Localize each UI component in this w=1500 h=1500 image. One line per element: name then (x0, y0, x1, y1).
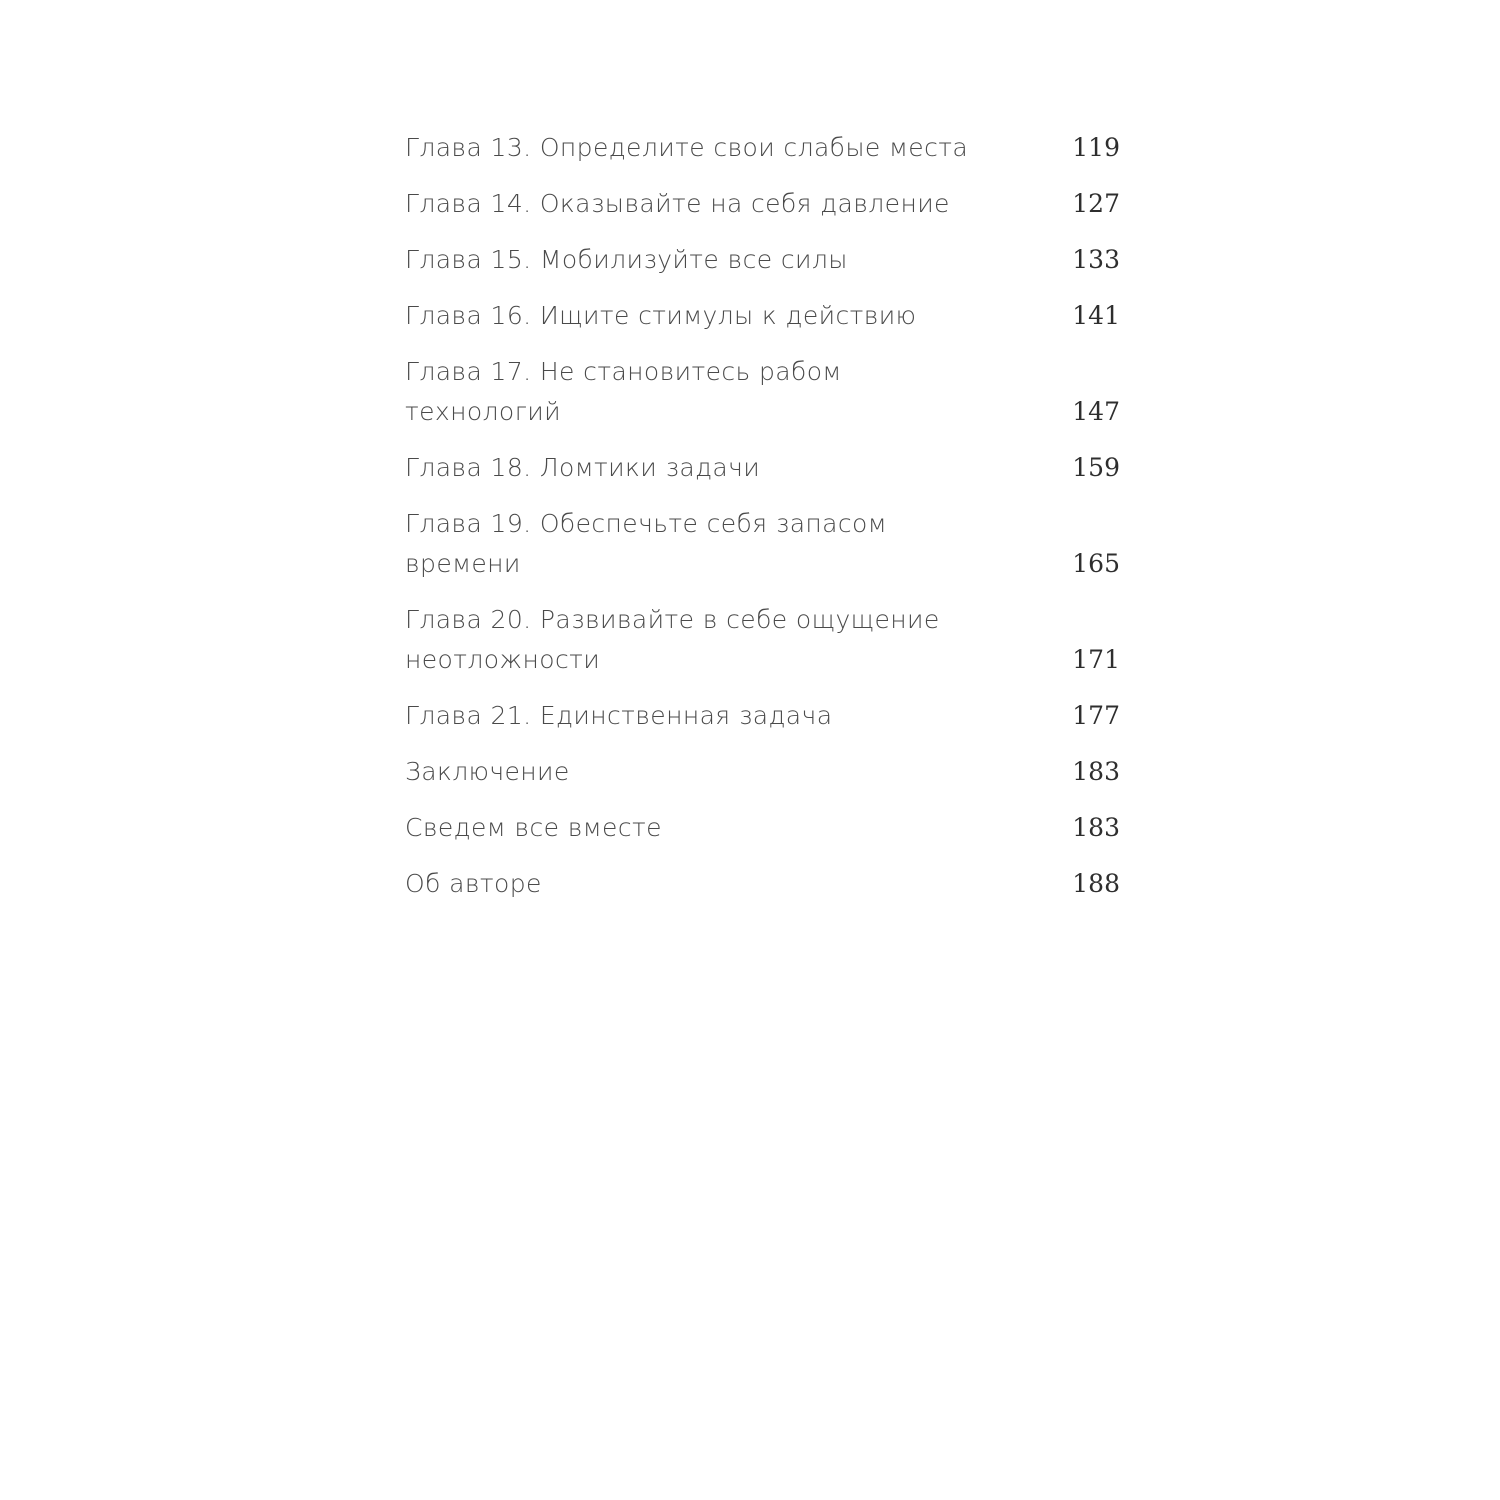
toc-entry-page-number: 165 (1072, 549, 1120, 578)
toc-entry-chapter-19 (405, 504, 1120, 584)
toc-entry-chapter-18 (405, 448, 1120, 488)
toc-entry-chapter-13 (405, 128, 1120, 168)
toc-entry-title: Об авторе (405, 869, 542, 898)
toc-entry-page-number: 141 (1072, 301, 1120, 330)
toc-entry-chapter-14 (405, 184, 1120, 224)
toc-entry-page-number: 188 (1072, 869, 1120, 898)
toc-entry-title: Глава 20. Развивайте в себе ощущение неотложности (405, 605, 940, 674)
toc-entry-page-number: 171 (1072, 645, 1120, 674)
toc-entry-title: Глава 13. Определите свои слабые места (405, 133, 969, 162)
toc-entry-title: Глава 19. Обеспечьте себя запасом времени (405, 509, 887, 578)
toc-entry-page-number: 183 (1072, 813, 1120, 842)
toc-entry-title: Глава 14. Оказывайте на себя давление (405, 189, 950, 218)
toc-entry-title: Глава 18. Ломтики задачи (405, 453, 761, 482)
toc-entry-page-number: 127 (1072, 189, 1120, 218)
toc-entry-chapter-21 (405, 696, 1120, 736)
toc-entry-page-number: 119 (1072, 133, 1120, 162)
toc-entry-page-number: 177 (1072, 701, 1120, 730)
toc-entry-about-author (405, 864, 1120, 904)
table-of-contents (405, 128, 1120, 920)
toc-entry-title: Сведем все вместе (405, 813, 662, 842)
toc-entry-chapter-16 (405, 296, 1120, 336)
toc-entry-title: Глава 17. Не становитесь рабом технологий (405, 357, 842, 426)
toc-entry-title: Глава 21. Единственная задача (405, 701, 833, 730)
toc-entry-chapter-17 (405, 352, 1120, 432)
toc-entry-page-number: 133 (1072, 245, 1120, 274)
toc-entry-title: Заключение (405, 757, 570, 786)
toc-entry-summary (405, 808, 1120, 848)
toc-entry-title: Глава 15. Мобилизуйте все силы (405, 245, 848, 274)
toc-entry-chapter-20 (405, 600, 1120, 680)
toc-entry-page-number: 159 (1072, 453, 1120, 482)
toc-entry-title: Глава 16. Ищите стимулы к действию (405, 301, 917, 330)
toc-entry-chapter-15 (405, 240, 1120, 280)
toc-entry-page-number: 147 (1072, 397, 1120, 426)
toc-entry-conclusion (405, 752, 1120, 792)
toc-entry-page-number: 183 (1072, 757, 1120, 786)
